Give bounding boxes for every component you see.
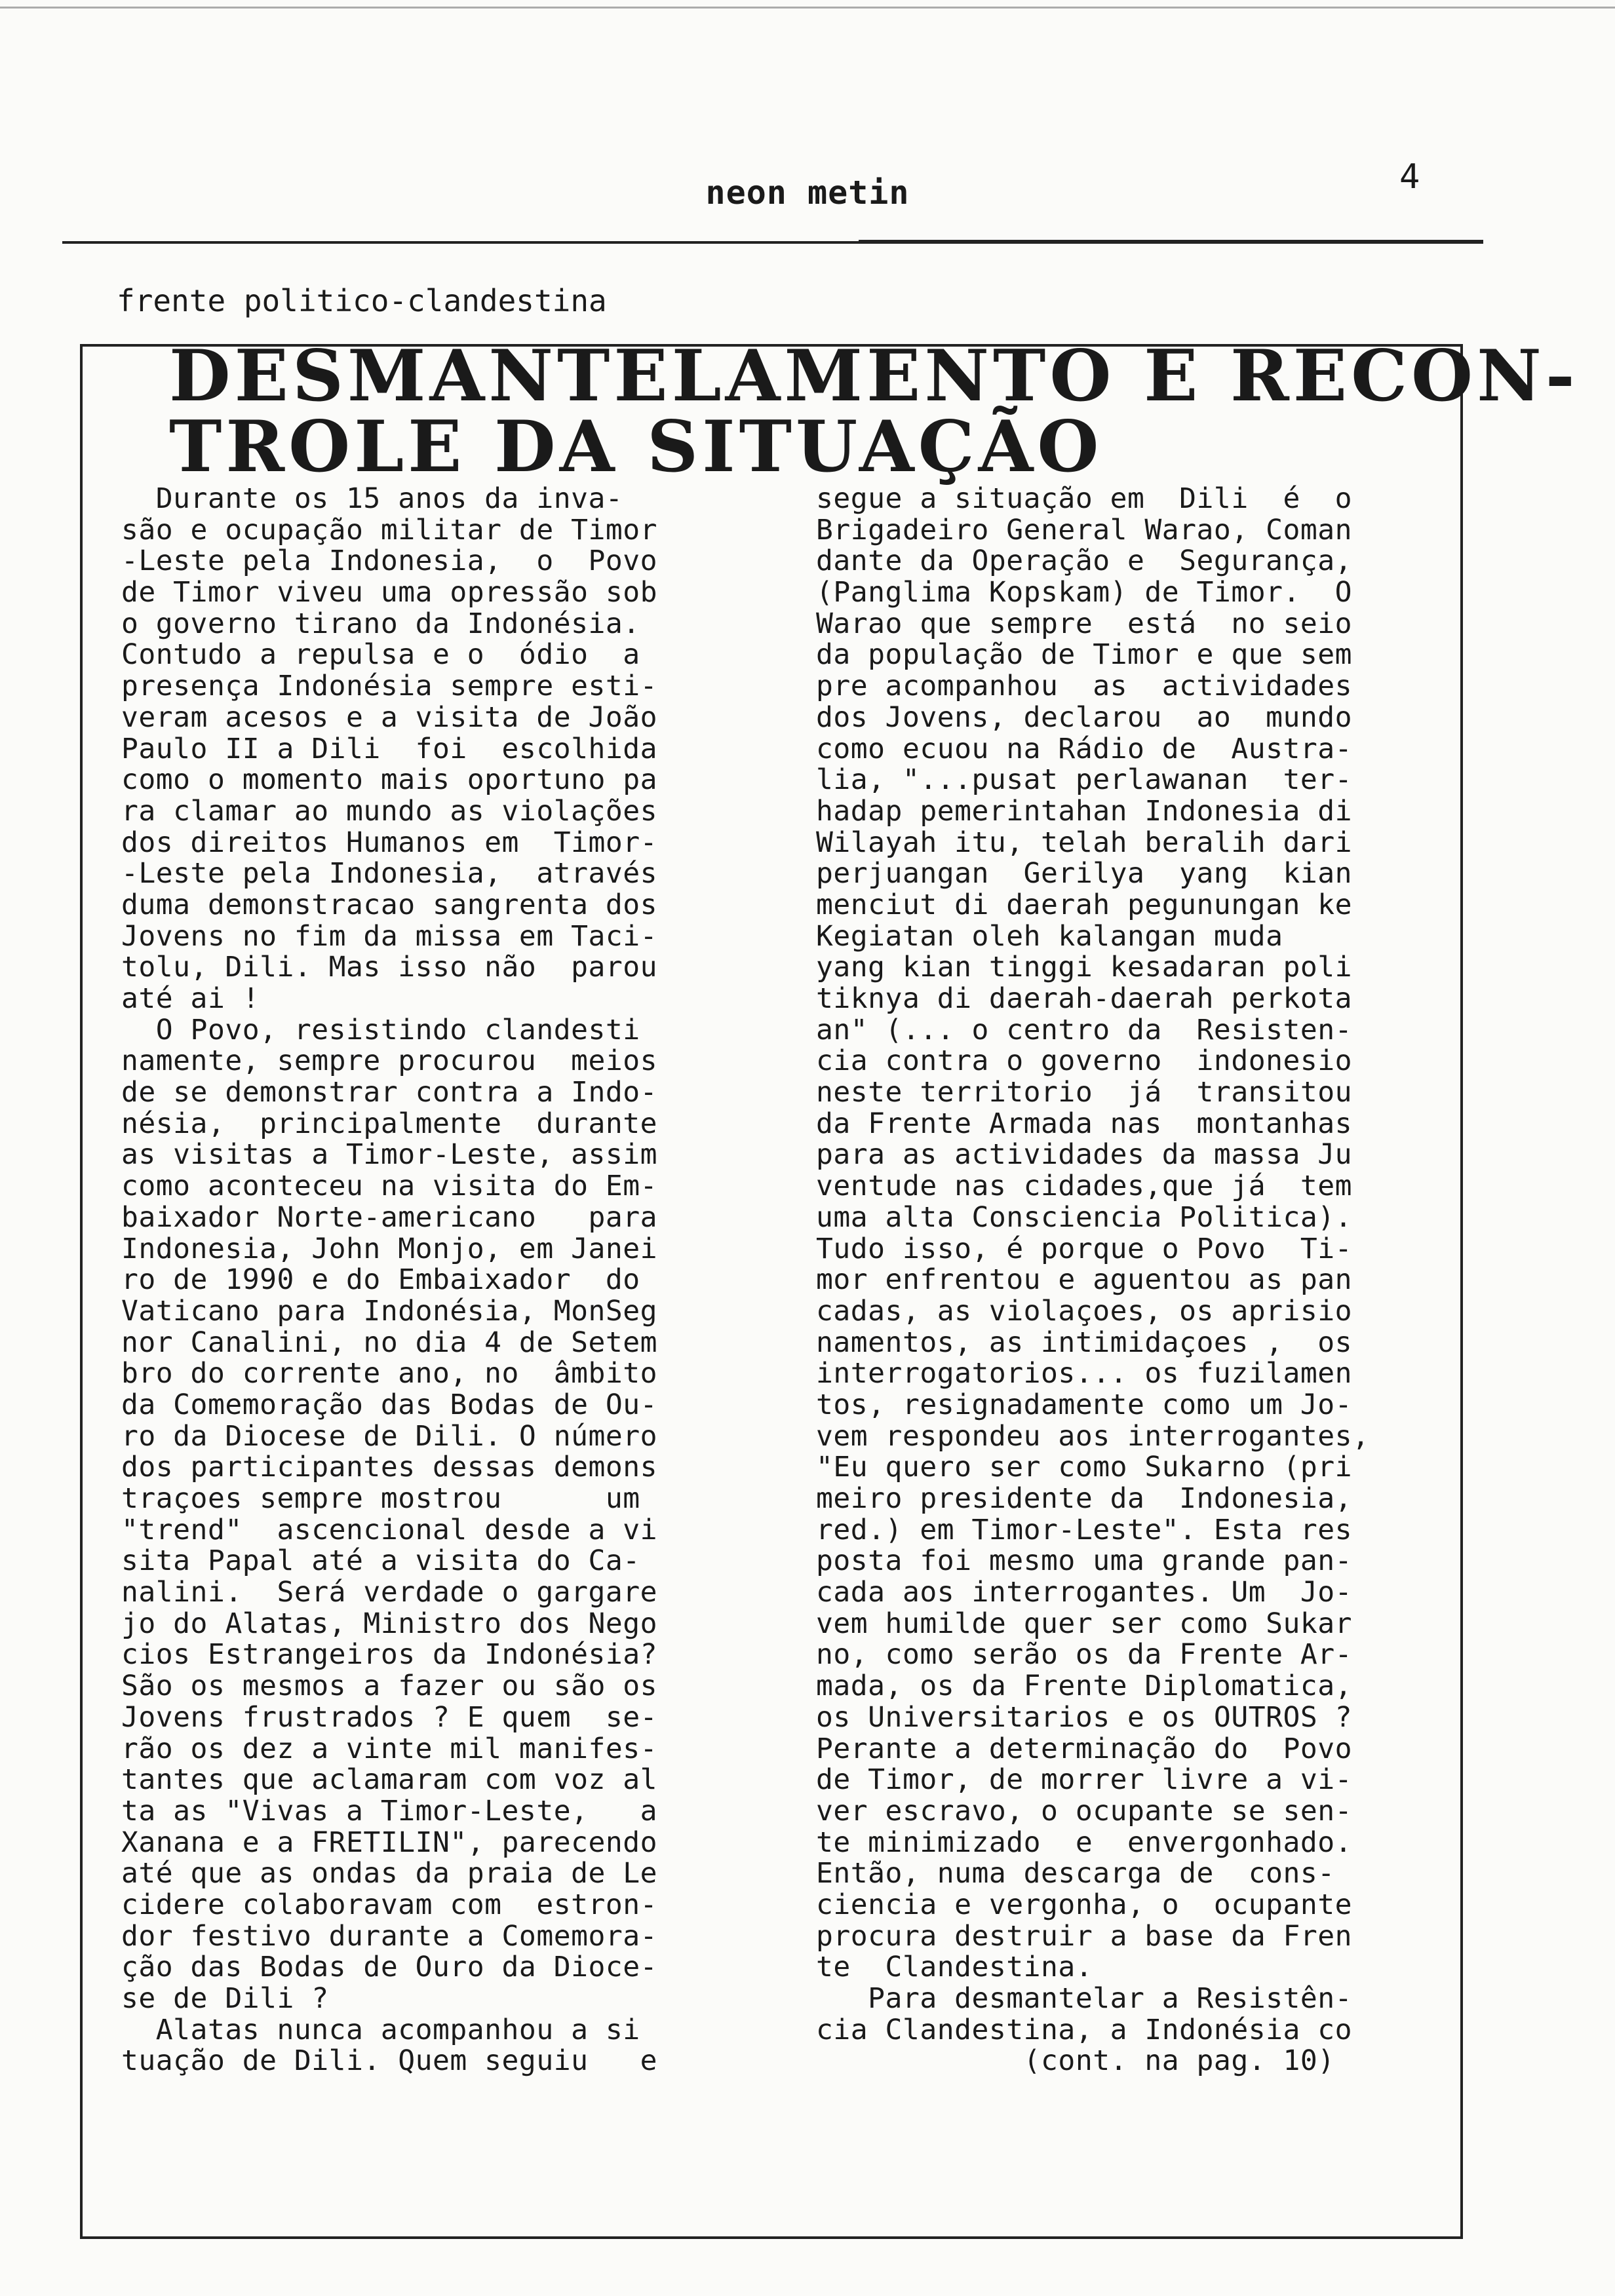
article-text-line: ver escravo, o ocupante se sen- xyxy=(816,1795,1353,1827)
article-text-line: Xanana e a FRETILIN", parecendo xyxy=(121,1827,658,1859)
article-text-line: cada aos interrogantes. Um Jo- xyxy=(816,1577,1353,1609)
article-text-line: tolu, Dili. Mas isso não parou xyxy=(121,952,658,984)
article-text-line: ta as "Vivas a Timor-Leste, a xyxy=(121,1795,658,1827)
article-text-line: red.) em Timor-Leste". Esta res xyxy=(816,1514,1353,1546)
article-text-line: da Frente Armada nas montanhas xyxy=(816,1108,1353,1140)
article-text-line: O Povo, resistindo clandesti xyxy=(121,1014,640,1046)
article-text-line: Warao que sempre está no seio xyxy=(816,608,1353,640)
page-number: 4 xyxy=(1399,157,1420,197)
article-text-line: jo do Alatas, Ministro dos Nego xyxy=(121,1608,658,1640)
article-text-line: dos Jovens, declarou ao mundo xyxy=(816,702,1353,734)
article-text-line: ção das Bodas de Ouro da Dioce- xyxy=(121,1952,658,1983)
article-headline xyxy=(169,335,1579,488)
article-text-line: cadas, as violaçoes, os aprisio xyxy=(816,1295,1353,1328)
article-text-line: Perante a determinação do Povo xyxy=(816,1733,1353,1765)
article-text-line: menciut di daerah pegunungan ke xyxy=(816,889,1353,921)
article-text-line: os Universitarios e os OUTROS ? xyxy=(816,1702,1353,1734)
article-text-line: dante da Operação e Segurança, xyxy=(816,546,1353,578)
article-text-line: como ecuou na Rádio de Austra- xyxy=(816,733,1353,765)
header-rule-right xyxy=(859,240,1483,242)
article-text-line: Paulo II a Dili foi escolhida xyxy=(121,733,658,765)
article-text-line: nésia, principalmente durante xyxy=(121,1108,658,1140)
article-text-line: ro de 1990 e do Embaixador do xyxy=(121,1265,640,1296)
article-text-line: cia Clandestina, a Indonésia co xyxy=(816,2014,1353,2046)
section-label: frente politico-clandestina xyxy=(117,283,607,318)
article-text-line: neste territorio já transitou xyxy=(816,1077,1353,1109)
article-text-line: Jovens frustrados ? E quem se- xyxy=(121,1702,658,1734)
article-text-line: ra clamar ao mundo as violações xyxy=(121,795,658,828)
article-text-line: lia, "...pusat perlawanan ter- xyxy=(816,765,1353,796)
article-text-line: (cont. na pag. 10) xyxy=(816,2046,1335,2078)
article-text-line: tuação de Dili. Quem seguiu e xyxy=(121,2046,658,2078)
article-text-line: Vaticano para Indonésia, MonSeg xyxy=(121,1295,658,1328)
article-text-line: até ai ! xyxy=(121,984,260,1015)
article-text-line: como aconteceu na visita do Em- xyxy=(121,1171,658,1202)
article-text-line: segue a situação em Dili é o xyxy=(816,484,1353,515)
article-text-line: -Leste pela Indonesia, o Povo xyxy=(121,546,658,578)
article-text-line: posta foi mesmo uma grande pan- xyxy=(816,1546,1353,1578)
article-text-line: Então, numa descarga de cons- xyxy=(816,1858,1335,1890)
article-text-line: an" (... o centro da Resisten- xyxy=(816,1014,1353,1046)
article-text-line: vem respondeu aos interrogantes, xyxy=(816,1421,1370,1453)
article-text-line: o governo tirano da Indonésia. xyxy=(121,608,640,640)
article-right-column xyxy=(816,484,1458,2077)
article-text-line: perjuangan Gerilya yang kian xyxy=(816,858,1353,890)
article-text-line: uma alta Consciencia Politica). xyxy=(816,1202,1353,1234)
article-text-line: até que as ondas da praia de Le xyxy=(121,1858,658,1890)
article-text-line: "trend" ascencional desde a vi xyxy=(121,1514,658,1546)
article-text-line: -Leste pela Indonesia, através xyxy=(121,858,658,890)
article-text-line: sita Papal até a visita do Ca- xyxy=(121,1546,640,1578)
article-text-line: nor Canalini, no dia 4 de Setem xyxy=(121,1327,658,1359)
article-text-line: vem humilde quer ser como Sukar xyxy=(816,1608,1353,1640)
article-text-line: Tudo isso, é porque o Povo Ti- xyxy=(816,1233,1353,1265)
article-text-line: as visitas a Timor-Leste, assim xyxy=(121,1139,658,1172)
article-text-line: pre acompanhou as actividades xyxy=(816,671,1353,702)
article-text-line: se de Dili ? xyxy=(121,1983,329,2015)
article-text-line: cios Estrangeiros da Indonésia? xyxy=(121,1639,658,1672)
article-text-line: tiknya di daerah-daerah perkota xyxy=(816,984,1353,1015)
article-text-line: ro da Diocese de Dili. O número xyxy=(121,1421,658,1453)
article-text-line: Kegiatan oleh kalangan muda xyxy=(816,921,1283,953)
headline-line-1: DESMANTELAMENTO E RECON- xyxy=(169,335,1579,417)
article-text-line: ventude nas cidades,que já tem xyxy=(816,1171,1353,1202)
masthead: neon metin xyxy=(705,174,910,212)
article-text-line: da população de Timor e que sem xyxy=(816,640,1353,672)
article-text-line: te minimizado e envergonhado. xyxy=(816,1827,1353,1859)
article-text-line: meiro presidente da Indonesia, xyxy=(816,1483,1353,1515)
article-text-line: cia contra o governo indonesio xyxy=(816,1046,1353,1078)
article-text-line: bro do corrente ano, no âmbito xyxy=(121,1358,658,1390)
article-text-line: namente, sempre procurou meios xyxy=(121,1046,658,1078)
article-text-line: traçoes sempre mostrou um xyxy=(121,1483,640,1515)
article-text-line: de Timor viveu uma opressão sob xyxy=(121,577,658,609)
article-text-line: tantes que aclamaram com voz al xyxy=(121,1765,658,1796)
article-text-line: namentos, as intimidaçoes , os xyxy=(816,1327,1353,1359)
article-text-line: Brigadeiro General Warao, Coman xyxy=(816,514,1353,546)
article-text-line: dos participantes dessas demons xyxy=(121,1452,658,1483)
article-left-column xyxy=(121,484,764,2077)
article-text-line: mada, os da Frente Diplomatica, xyxy=(816,1671,1353,1702)
article-text-line: de se demonstrar contra a Indo- xyxy=(121,1077,658,1109)
article-text-line: presença Indonésia sempre esti- xyxy=(121,671,658,702)
article-text-line: da Comemoração das Bodas de Ou- xyxy=(121,1389,658,1421)
article-text-line: Wilayah itu, telah beralih dari xyxy=(816,827,1353,859)
article-text-line: veram acesos e a visita de João xyxy=(121,702,658,734)
article-text-line: nalini. Será verdade o gargare xyxy=(121,1577,658,1609)
article-text-line: no, como serão os da Frente Ar- xyxy=(816,1639,1353,1672)
scan-edge-line xyxy=(0,7,1615,9)
article-text-line: (Panglima Kopskam) de Timor. O xyxy=(816,577,1353,609)
article-text-line: "Eu quero ser como Sukarno (pri xyxy=(816,1452,1353,1483)
article-text-line: dor festivo durante a Comemora- xyxy=(121,1921,658,1953)
article-text-line: para as actividades da massa Ju xyxy=(816,1139,1353,1172)
article-text-line: Jovens no fim da missa em Taci- xyxy=(121,921,658,953)
article-text-line: como o momento mais oportuno pa xyxy=(121,765,658,796)
article-text-line: te Clandestina. xyxy=(816,1952,1093,1983)
article-text-line: Durante os 15 anos da inva- xyxy=(121,484,623,515)
article-text-line: de Timor, de morrer livre a vi- xyxy=(816,1765,1353,1796)
article-text-line: interrogatorios... os fuzilamen xyxy=(816,1358,1353,1390)
article-text-line: yang kian tinggi kesadaran poli xyxy=(816,952,1353,984)
article-text-line: Alatas nunca acompanhou a si xyxy=(121,2014,640,2046)
article-text-line: São os mesmos a fazer ou são os xyxy=(121,1671,658,1702)
article-text-line: Contudo a repulsa e o ódio a xyxy=(121,640,640,672)
article-text-line: rão os dez a vinte mil manifes- xyxy=(121,1733,658,1765)
article-text-line: Indonesia, John Monjo, em Janei xyxy=(121,1233,658,1265)
article-text-line: Para desmantelar a Resistên- xyxy=(816,1983,1353,2015)
article-text-line: dos direitos Humanos em Timor- xyxy=(121,827,658,859)
article-text-line: ciencia e vergonha, o ocupante xyxy=(816,1889,1353,1921)
article-text-line: mor enfrentou e aguentou as pan xyxy=(816,1265,1353,1296)
article-text-line: hadap pemerintahan Indonesia di xyxy=(816,795,1353,828)
article-text-line: duma demonstracao sangrenta dos xyxy=(121,889,658,921)
article-text-line: são e ocupação militar de Timor xyxy=(121,514,658,546)
article-text-line: cidere colaboravam com estron- xyxy=(121,1889,658,1921)
article-text-line: baixador Norte-americano para xyxy=(121,1202,658,1234)
article-text-line: tos, resignadamente como um Jo- xyxy=(816,1389,1353,1421)
headline-line-2: TROLE DA SITUAÇÃO xyxy=(169,406,1103,488)
article-text-line: procura destruir a base da Fren xyxy=(816,1921,1353,1953)
